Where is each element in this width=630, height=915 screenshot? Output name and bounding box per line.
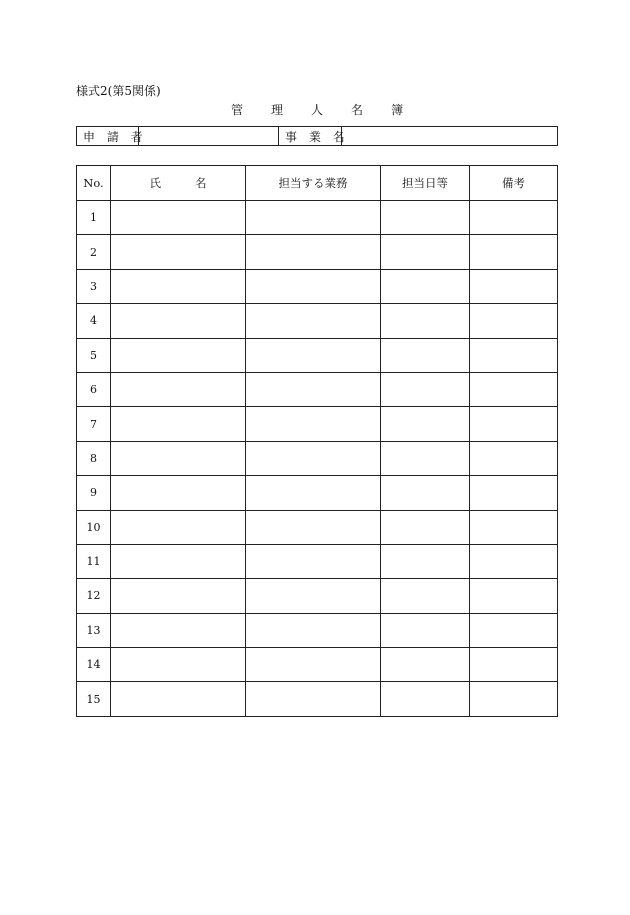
remarks-cell[interactable] — [470, 476, 558, 510]
table-body — [77, 201, 558, 717]
row-number: 9 — [77, 476, 111, 510]
remarks-cell[interactable] — [470, 579, 558, 613]
name-cell[interactable] — [111, 648, 246, 682]
applicant-info-table — [76, 126, 558, 146]
date-cell[interactable] — [381, 235, 470, 269]
date-cell[interactable] — [381, 476, 470, 510]
name-cell[interactable] — [111, 269, 246, 303]
applicant-row — [77, 127, 558, 146]
duty-cell[interactable] — [246, 338, 381, 372]
date-cell[interactable] — [381, 682, 470, 716]
duty-cell[interactable] — [246, 441, 381, 475]
name-cell[interactable] — [111, 682, 246, 716]
name-cell[interactable] — [111, 544, 246, 578]
name-cell[interactable] — [111, 613, 246, 647]
row-number: 7 — [77, 407, 111, 441]
remarks-cell[interactable] — [470, 682, 558, 716]
remarks-cell[interactable] — [470, 304, 558, 338]
date-cell[interactable] — [381, 579, 470, 613]
manager-register-table — [76, 165, 558, 717]
column-header-remarks: 備考 — [470, 166, 558, 201]
duty-cell[interactable] — [246, 269, 381, 303]
row-number: 12 — [77, 579, 111, 613]
name-header-second: 名 — [195, 176, 207, 190]
remarks-cell[interactable] — [470, 407, 558, 441]
name-cell[interactable] — [111, 304, 246, 338]
name-cell[interactable] — [111, 235, 246, 269]
remarks-cell[interactable] — [470, 372, 558, 406]
table-row — [77, 201, 558, 235]
applicant-label: 申 請 者 — [77, 127, 139, 146]
remarks-cell[interactable] — [470, 441, 558, 475]
table-row — [77, 372, 558, 406]
table-row — [77, 407, 558, 441]
table-row — [77, 441, 558, 475]
row-number: 10 — [77, 510, 111, 544]
name-cell[interactable] — [111, 579, 246, 613]
name-cell[interactable] — [111, 201, 246, 235]
title-char: 名 — [351, 103, 364, 117]
duty-cell[interactable] — [246, 372, 381, 406]
table-row — [77, 304, 558, 338]
date-cell[interactable] — [381, 407, 470, 441]
row-number: 5 — [77, 338, 111, 372]
duty-cell[interactable] — [246, 201, 381, 235]
title-char: 理 — [271, 103, 284, 117]
row-number: 4 — [77, 304, 111, 338]
remarks-cell[interactable] — [470, 648, 558, 682]
remarks-cell[interactable] — [470, 544, 558, 578]
name-cell[interactable] — [111, 476, 246, 510]
name-cell[interactable] — [111, 407, 246, 441]
row-number: 8 — [77, 441, 111, 475]
duty-cell[interactable] — [246, 579, 381, 613]
table-row — [77, 613, 558, 647]
table-row — [77, 235, 558, 269]
row-number: 11 — [77, 544, 111, 578]
column-header-duty: 担当する業務 — [246, 166, 381, 201]
date-cell[interactable] — [381, 510, 470, 544]
table-row — [77, 648, 558, 682]
remarks-cell[interactable] — [470, 510, 558, 544]
table-row — [77, 338, 558, 372]
name-header-first: 氏 — [149, 176, 161, 190]
date-cell[interactable] — [381, 613, 470, 647]
remarks-cell[interactable] — [470, 269, 558, 303]
date-cell[interactable] — [381, 269, 470, 303]
name-cell[interactable] — [111, 441, 246, 475]
date-cell[interactable] — [381, 441, 470, 475]
document-title — [231, 103, 403, 117]
duty-cell[interactable] — [246, 648, 381, 682]
row-number: 15 — [77, 682, 111, 716]
duty-cell[interactable] — [246, 407, 381, 441]
title-char: 簿 — [391, 103, 404, 117]
row-number: 1 — [77, 201, 111, 235]
applicant-field[interactable] — [139, 127, 279, 146]
date-cell[interactable] — [381, 544, 470, 578]
row-number: 14 — [77, 648, 111, 682]
column-header-no: No. — [77, 166, 111, 201]
column-header-date: 担当日等 — [381, 166, 470, 201]
duty-cell[interactable] — [246, 476, 381, 510]
duty-cell[interactable] — [246, 544, 381, 578]
remarks-cell[interactable] — [470, 613, 558, 647]
row-number: 2 — [77, 235, 111, 269]
row-number: 3 — [77, 269, 111, 303]
date-cell[interactable] — [381, 372, 470, 406]
duty-cell[interactable] — [246, 235, 381, 269]
header-row — [77, 166, 558, 201]
date-cell[interactable] — [381, 201, 470, 235]
table-row — [77, 476, 558, 510]
name-cell[interactable] — [111, 372, 246, 406]
business-name-field[interactable] — [342, 127, 558, 146]
duty-cell[interactable] — [246, 510, 381, 544]
date-cell[interactable] — [381, 648, 470, 682]
title-char: 人 — [311, 103, 324, 117]
remarks-cell[interactable] — [470, 201, 558, 235]
form-number-label: 様式2(第5関係) — [76, 84, 161, 98]
remarks-cell[interactable] — [470, 235, 558, 269]
column-header-name — [111, 166, 246, 201]
table-row — [77, 579, 558, 613]
duty-cell[interactable] — [246, 682, 381, 716]
name-cell[interactable] — [111, 510, 246, 544]
table-row — [77, 269, 558, 303]
row-number: 6 — [77, 372, 111, 406]
remarks-cell[interactable] — [470, 338, 558, 372]
duty-cell[interactable] — [246, 613, 381, 647]
table-row — [77, 510, 558, 544]
table-row — [77, 682, 558, 716]
row-number: 13 — [77, 613, 111, 647]
table-row — [77, 544, 558, 578]
duty-cell[interactable] — [246, 304, 381, 338]
name-cell[interactable] — [111, 338, 246, 372]
business-name-label: 事 業 名 — [279, 127, 342, 146]
date-cell[interactable] — [381, 304, 470, 338]
title-char: 管 — [231, 103, 244, 117]
date-cell[interactable] — [381, 338, 470, 372]
